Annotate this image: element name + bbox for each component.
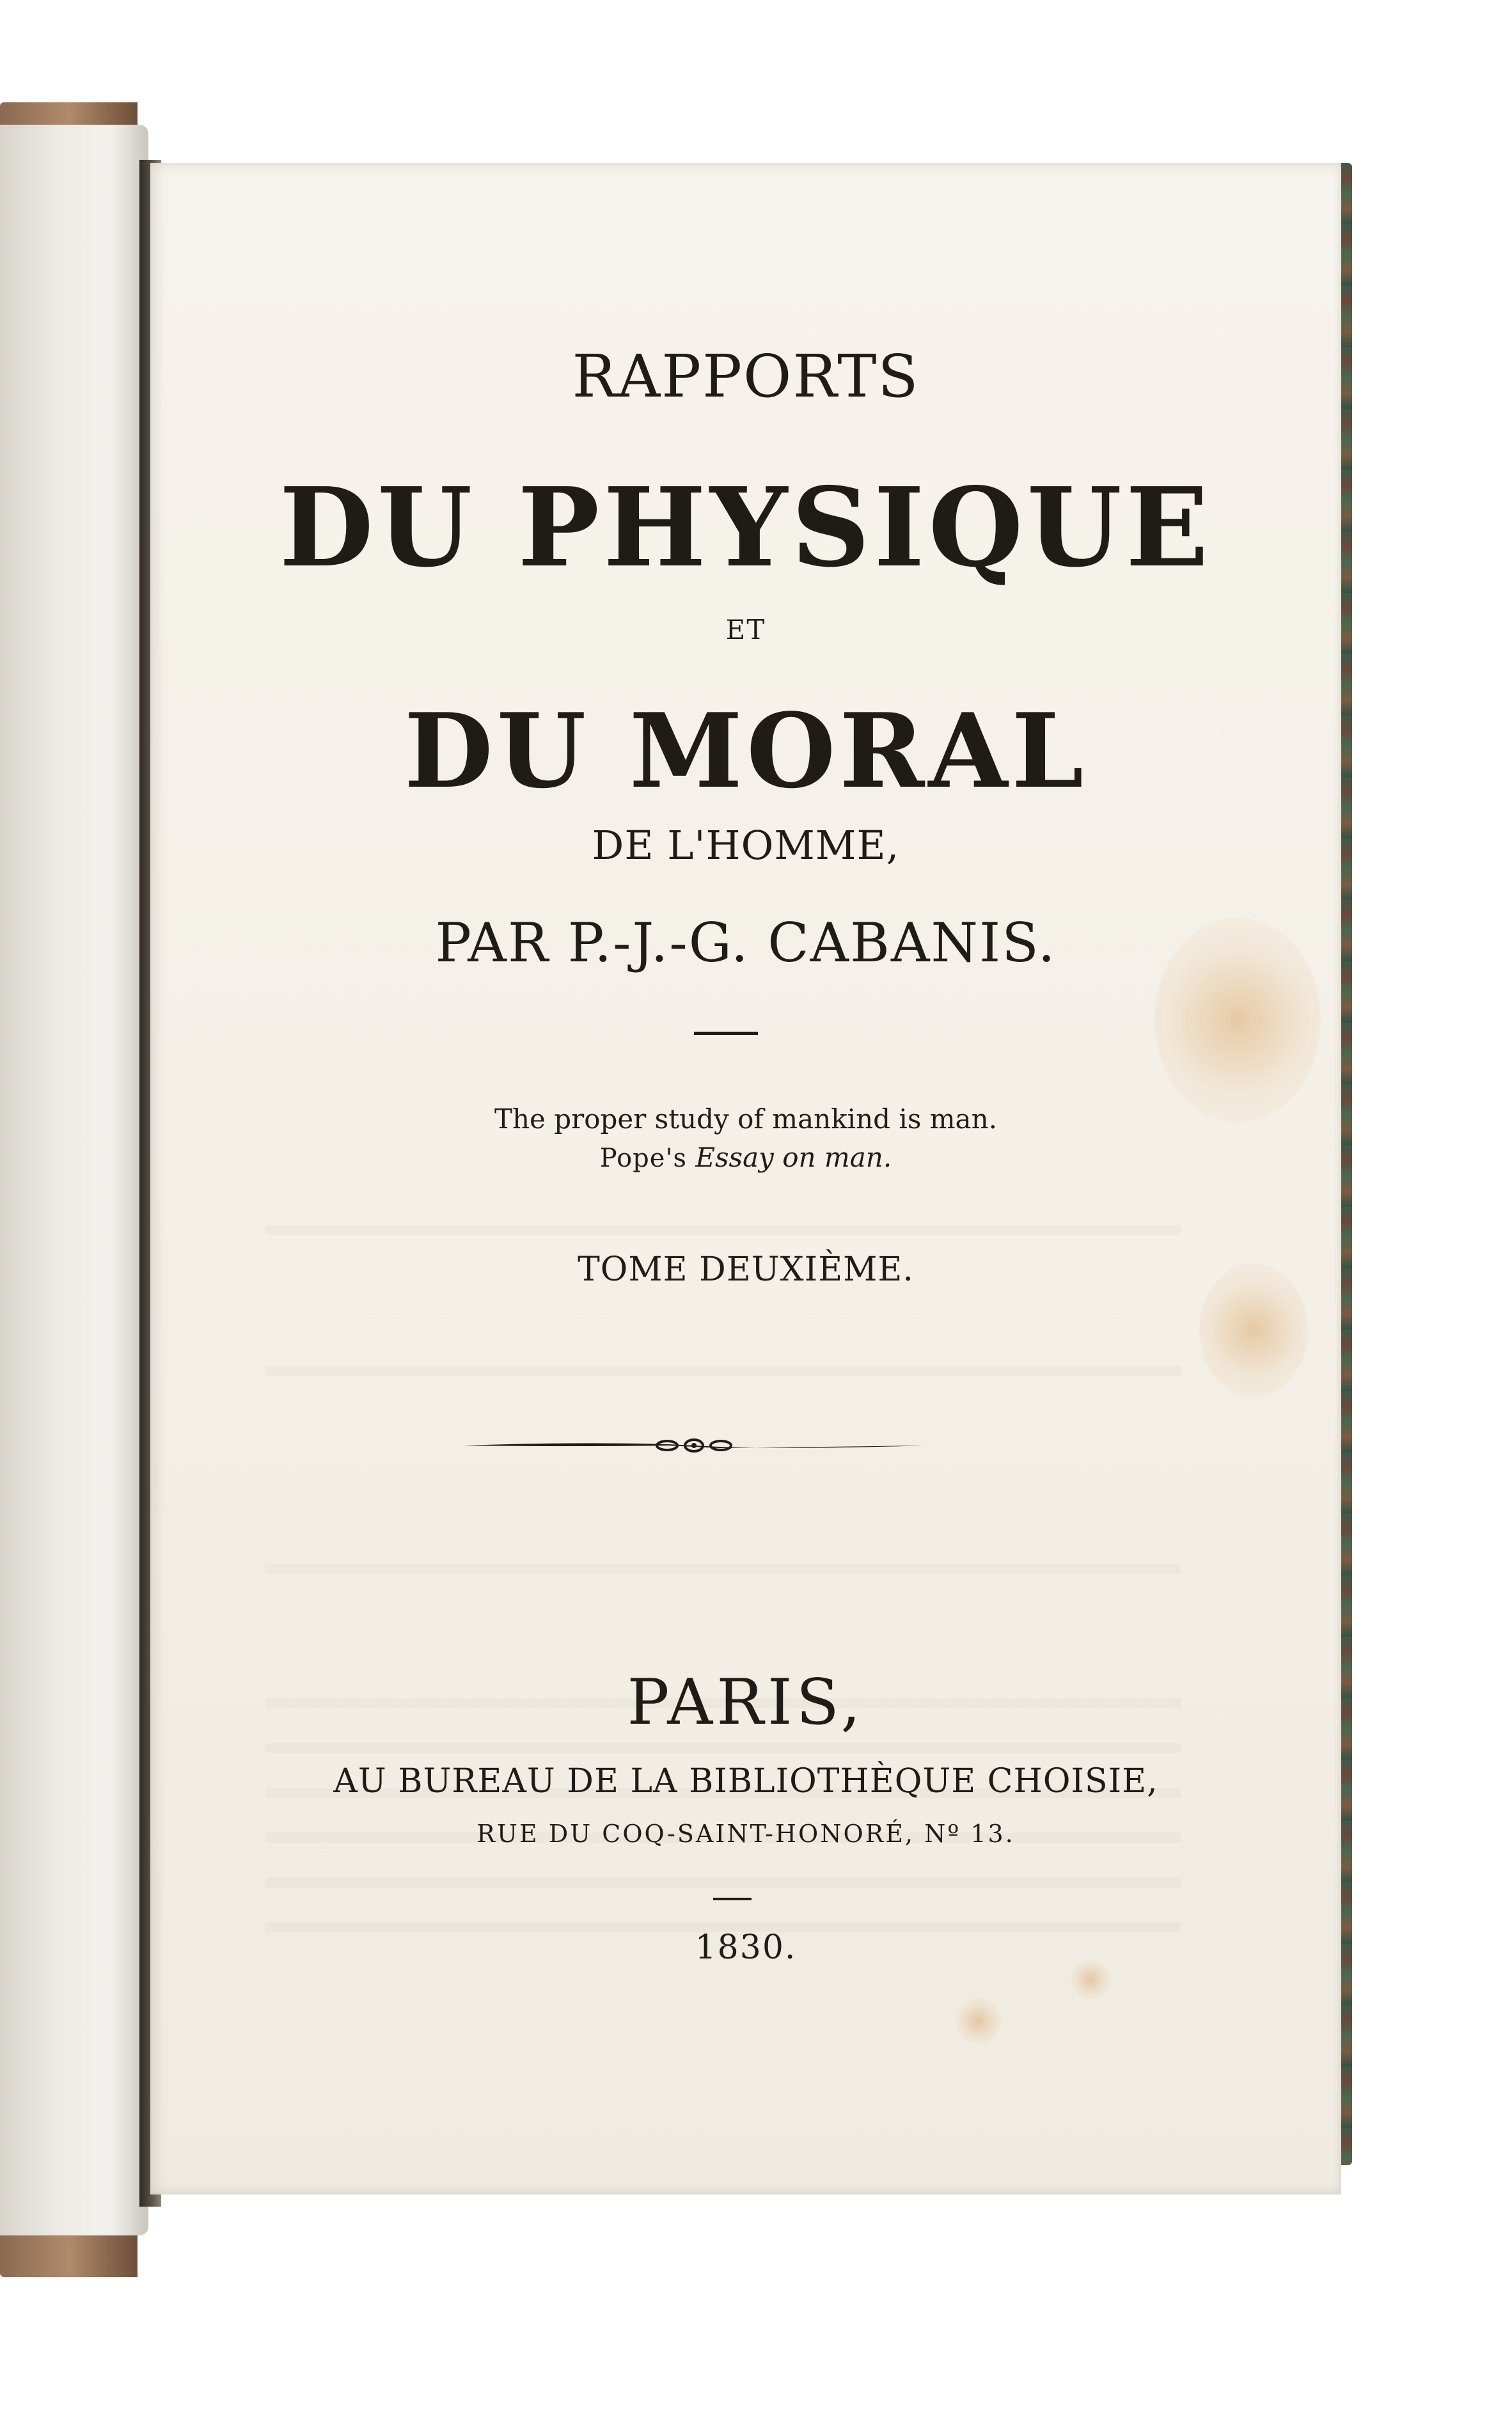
- imprint-address: RUE DU COQ-SAINT-HONORÉ, Nº 13.: [476, 1820, 1015, 1848]
- short-rule: [713, 1898, 752, 1900]
- title-line-rapports: RAPPORTS: [572, 342, 920, 411]
- attribution-work: Essay on man.: [695, 1142, 892, 1173]
- foxing-stain: [956, 1999, 1001, 2044]
- short-rule: [694, 1032, 758, 1035]
- title-line-homme: DE L'HOMME,: [592, 822, 900, 869]
- imprint-publisher: AU BUREAU DE LA BIBLIOTHÈQUE CHOISIE,: [333, 1762, 1158, 1800]
- title-line-physique: DU PHYSIQUE: [279, 464, 1213, 592]
- show-through-line: [265, 1564, 1181, 1574]
- attribution-author: Pope's: [599, 1144, 687, 1173]
- title-page: [150, 163, 1341, 2194]
- imprint-year: 1830.: [695, 1928, 797, 1967]
- imprint-city: PARIS,: [627, 1666, 865, 1739]
- title-line-et: ET: [725, 614, 766, 645]
- ornamental-rule-icon: [464, 1433, 924, 1458]
- show-through-line: [265, 1877, 1181, 1887]
- author-line: PAR P.-J.-G. CABANIS.: [435, 911, 1057, 974]
- show-through-line: [265, 1225, 1181, 1235]
- show-through-line: [265, 1366, 1181, 1376]
- show-through-line: [265, 1743, 1181, 1753]
- epigraph-attribution: [150, 1142, 1341, 1173]
- volume-line: TOME DEUXIÈME.: [578, 1250, 914, 1289]
- left-page: [0, 125, 148, 2235]
- title-line-moral: DU MORAL: [404, 691, 1088, 811]
- epigraph: The proper study of mankind is man.: [494, 1103, 997, 1135]
